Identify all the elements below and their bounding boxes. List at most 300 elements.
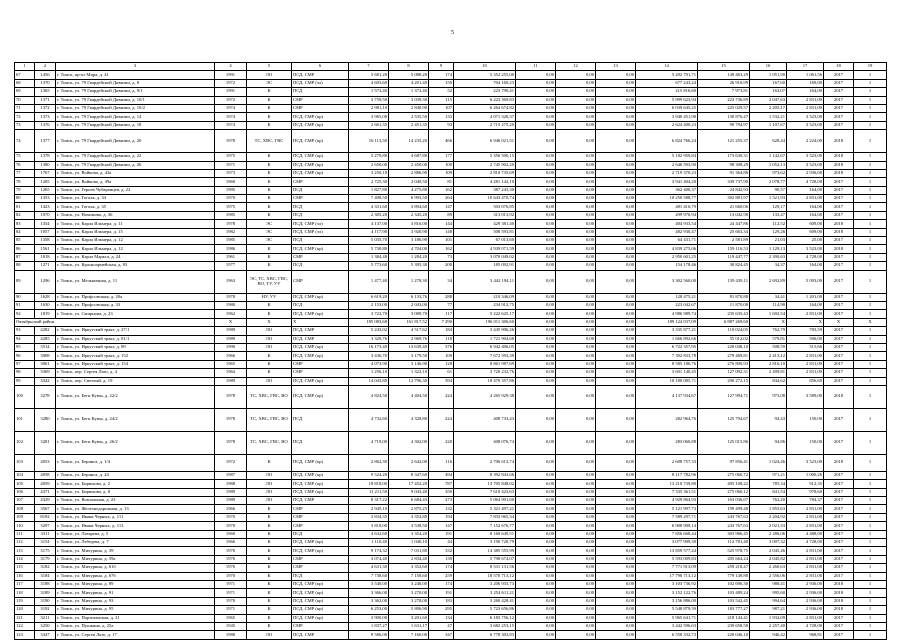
table-cell: 2017 <box>824 262 854 270</box>
table-cell: 2017 <box>824 622 854 630</box>
table-cell: К <box>247 522 292 530</box>
table-cell: 1 <box>854 310 887 318</box>
table-cell: 392 881,97 <box>698 195 750 203</box>
table-cell: 1 278,30 <box>389 270 429 293</box>
table-cell: 0,00 <box>556 96 596 104</box>
table-cell: 3 816,00 <box>389 220 429 228</box>
table-cell: 13 859 577,24 <box>636 547 698 555</box>
table-cell: 2 831,00 <box>787 522 824 530</box>
table-cell: 4 117,90 <box>349 228 389 236</box>
table-cell: 61 <box>429 369 454 377</box>
table-cell: 164,00 <box>787 301 824 309</box>
table-cell: ПСД <box>292 572 349 580</box>
table-cell: 408 733,43 <box>454 408 516 431</box>
table-cell: 112 <box>15 539 35 547</box>
table-cell: 1 692,54 <box>750 310 787 318</box>
table-cell: 2017 <box>824 513 854 521</box>
table-row <box>15 253 887 261</box>
table-cell: 0,00 <box>596 228 636 236</box>
table-cell: 1 <box>854 237 887 245</box>
table-cell: 109 <box>15 513 35 521</box>
table-cell: 1 <box>854 178 887 186</box>
table-cell: 3192 <box>35 606 56 614</box>
table-cell: 4371 <box>35 488 56 496</box>
table-cell: ПСД, СМР (кр) <box>292 310 349 318</box>
table-cell: 2017 <box>824 377 854 385</box>
table-cell: 147 <box>429 522 454 530</box>
table-cell: 0,00 <box>556 505 596 513</box>
table-cell: 0,00 <box>556 522 596 530</box>
table-cell: К <box>247 310 292 318</box>
table-cell: К <box>247 539 292 547</box>
table-cell: 2 936,00 <box>787 169 824 177</box>
table-cell: 503 076,85 <box>454 203 516 211</box>
table-cell: 508,59 <box>750 343 787 351</box>
table-cell: 2018 <box>824 245 854 253</box>
table-cell: ПСД, СМР <box>292 71 349 79</box>
table-cell: 102 696,30 <box>698 580 750 588</box>
table-cell: 0,00 <box>556 480 596 488</box>
table-cell: 6 039 645,25 <box>636 104 698 112</box>
table-cell: 77 <box>429 301 454 309</box>
table-cell: г. Томск, ул. Беги Кумы, д. 24/2 <box>56 408 215 431</box>
table-cell: 282 964,76 <box>636 408 698 431</box>
table-cell: 6 722 357,95 <box>636 343 698 351</box>
table-row <box>15 203 887 211</box>
table-cell: 10 250 588,77 <box>636 195 698 203</box>
table-cell: 275 060,72 <box>698 471 750 479</box>
table-cell: г. Томск, ул. Мичурина, д. 93 <box>56 597 215 605</box>
table-row <box>15 310 887 318</box>
table-cell: 3908 <box>35 352 56 360</box>
table-cell: 1 <box>854 211 887 219</box>
table-cell: 2 706 613,74 <box>454 454 516 471</box>
table-cell: 3 254 611,21 <box>454 589 516 597</box>
table-cell: 1378 <box>35 153 56 161</box>
table-cell: 4 839 275,06 <box>636 245 698 253</box>
table-cell: 106 <box>15 488 35 496</box>
table-cell: 21 660,06 <box>698 203 750 211</box>
table-cell: 144 <box>429 220 454 228</box>
table-cell: г. Томск, ул. Мичурина, д. 95 <box>56 606 215 614</box>
table-cell: 1 <box>854 408 887 431</box>
table-cell: ПСД, СМР (кр) <box>292 293 349 301</box>
table-cell: 8 861 987,69 <box>454 360 516 368</box>
table-cell: 0,00 <box>556 614 596 622</box>
table-cell: 9 174,32 <box>349 547 389 555</box>
table-cell: 1365 <box>35 88 56 96</box>
table-cell: 0,00 <box>596 471 636 479</box>
table-cell: 704 160,23 <box>454 79 516 87</box>
table-cell: 2017 <box>824 195 854 203</box>
table-cell: 0,00 <box>556 228 596 236</box>
table-cell: 199 499,48 <box>698 505 750 513</box>
table-cell: 259 218,47 <box>698 564 750 572</box>
table-cell: 1975 <box>215 153 247 161</box>
table-cell: 1972 <box>215 454 247 471</box>
table-cell: 24 842,93 <box>698 186 750 194</box>
table-cell: 0,00 <box>516 71 556 79</box>
table-cell: г. Томск, ул. 79 Гвардейской Дивизии, д. 14 <box>56 113 215 121</box>
table-cell: 1987 <box>215 471 247 479</box>
table-cell: 3 601 140,45 <box>636 369 698 377</box>
table-cell: 1 532,21 <box>750 113 787 121</box>
table-cell: 184 <box>429 327 454 335</box>
table-cell: 72 <box>15 113 35 121</box>
table-cell: 0,00 <box>596 377 636 385</box>
table-cell: 4 328,80 <box>389 408 429 431</box>
table-cell: 0,00 <box>596 606 636 614</box>
table-cell: 4 603,60 <box>349 79 389 87</box>
table-cell: 8 317,22 <box>349 497 389 505</box>
table-cell: 1990 <box>215 343 247 351</box>
table-cell: 4282 <box>35 327 56 335</box>
table-cell: 1970 <box>215 564 247 572</box>
table-cell: 4 986 989,74 <box>636 310 698 318</box>
table-cell: 2017 <box>824 96 854 104</box>
table-cell: 119 <box>15 597 35 605</box>
table-cell: 0,00 <box>556 262 596 270</box>
table-cell: 0,00 <box>516 220 556 228</box>
table-cell: 2 981,10 <box>349 104 389 112</box>
table-cell: 71 <box>15 104 35 112</box>
table-cell: 1205 <box>35 178 56 186</box>
table-cell: 5 730,80 <box>349 245 389 253</box>
table-cell: 2017 <box>824 335 854 343</box>
table-cell: ПСД <box>292 431 349 454</box>
table-cell: 2 831,00 <box>787 505 824 513</box>
table-cell: ПСД <box>292 88 349 96</box>
table-cell: ПСД, СМР (кр) <box>292 343 349 351</box>
table-cell: 2018 <box>824 454 854 471</box>
table-cell: 220 048,10 <box>698 343 750 351</box>
table-cell: 279 469,81 <box>698 352 750 360</box>
table-cell: 1 <box>854 480 887 488</box>
table-cell: 18 818,00 <box>349 480 389 488</box>
table-cell: 1 855,63 <box>750 505 787 513</box>
table-cell: 1 <box>854 597 887 605</box>
table-cell: 4 071 328,37 <box>454 113 516 121</box>
table-cell: 0,00 <box>556 631 596 639</box>
table-cell: ПСД, СМР (кр) <box>292 614 349 622</box>
table-cell: 5 093,00 <box>787 270 824 293</box>
table-cell: 0,00 <box>596 408 636 431</box>
table-cell: 1 <box>854 96 887 104</box>
table-cell: 5 182 959,84 <box>636 153 698 161</box>
table-cell: 104 <box>15 471 35 479</box>
table-cell: 110 024,05 <box>698 327 750 335</box>
table-cell: ПСД, СМР (кр) <box>292 352 349 360</box>
table-cell: 0,00 <box>516 597 556 605</box>
table-cell: 2 345,20 <box>389 211 429 219</box>
table-cell: 762,20 <box>750 497 787 505</box>
table-cell: 129,17 <box>750 203 787 211</box>
table-cell: 0,00 <box>556 454 596 471</box>
table-cell: 0,00 <box>556 622 596 630</box>
table-cell: 0,00 <box>516 228 556 236</box>
table-cell: 2018 <box>824 169 854 177</box>
table-cell: ПСД, СМР (эл) <box>292 228 349 236</box>
table-cell: 1353 <box>35 195 56 203</box>
table-cell: 1 <box>854 471 887 479</box>
table-cell: 0,00 <box>556 153 596 161</box>
table-cell: ЛО <box>247 327 292 335</box>
table-cell: 1296 <box>35 270 56 293</box>
table-cell: 3 442 596,63 <box>636 622 698 630</box>
table-cell: 1 384,48 <box>349 253 389 261</box>
table-cell: 0,00 <box>596 431 636 454</box>
table-cell: 0,00 <box>516 270 556 293</box>
table-cell: г. Томск, ул. 79 Гвардейской Дивизии, д. 10/2 <box>56 104 215 112</box>
table-cell: 98 <box>15 369 35 377</box>
table-cell: 0,00 <box>556 211 596 219</box>
table-cell: 1978 <box>215 130 247 153</box>
table-cell: 2 745 902,20 <box>454 161 516 169</box>
table-cell: 0,00 <box>516 237 556 245</box>
table-cell: 2 831,00 <box>787 352 824 360</box>
table-cell: 150 <box>429 79 454 87</box>
table-cell: 105 <box>15 480 35 488</box>
table-cell: г. Томск, пер. Светлый, д. 19 <box>56 377 215 385</box>
table-cell: 3567 <box>35 505 56 513</box>
table-cell: 121 <box>15 614 35 622</box>
table-cell: г. Томск, ул. Иркутский тракт, д. 81/1 <box>56 335 215 343</box>
table-cell: 0,00 <box>516 589 556 597</box>
table-cell: 91 364,86 <box>698 169 750 177</box>
table-cell: 968,81 <box>787 631 824 639</box>
table-cell: 1 372,40 <box>389 88 429 96</box>
table-row <box>15 606 887 614</box>
table-cell: 1 <box>854 580 887 588</box>
table-cell: 0,00 <box>556 530 596 538</box>
table-cell: 0,00 <box>556 385 596 408</box>
table-cell: 100 <box>429 161 454 169</box>
table-cell: 0,00 <box>516 161 556 169</box>
table-cell: г. Томск, ул. Сергея Лазо, д. 17 <box>56 631 215 639</box>
table-cell: 0,00 <box>516 153 556 161</box>
table-cell: НУ, УУ <box>247 293 292 301</box>
table-cell: 3 523,00 <box>787 245 824 253</box>
table-cell: 3 329,76 <box>349 335 389 343</box>
table-cell: 1 631,17 <box>389 622 429 630</box>
table-cell: 3 523,00 <box>787 454 824 471</box>
table-cell: 139 <box>429 555 454 563</box>
table-cell: 8 347,60 <box>389 471 429 479</box>
table-cell: 481 416,79 <box>636 203 698 211</box>
table-cell: 275 060,12 <box>698 488 750 496</box>
table-row <box>15 488 887 496</box>
table-cell: 2 719 370,23 <box>636 169 698 177</box>
table-cell: 2018 <box>824 597 854 605</box>
table-cell: 97 856,41 <box>698 454 750 471</box>
table-cell: 1057 <box>35 228 56 236</box>
table-cell: 0,00 <box>596 186 636 194</box>
table-cell: 3188 <box>35 580 56 588</box>
table-cell: 3 722,70 <box>349 310 389 318</box>
table-cell: г. Томск, ул. Профсоюзная, д. 33 <box>56 301 215 309</box>
table-cell: 122 <box>15 622 35 630</box>
table-cell: г. Томск, ул. Войкова, д. 49а <box>56 178 215 186</box>
table-cell: 0,00 <box>556 195 596 203</box>
table-cell: ПСД <box>292 237 349 245</box>
table-cell: 210 346,09 <box>454 293 516 301</box>
table-cell: 94 <box>15 335 35 343</box>
table-cell: 3 201,60 <box>389 614 429 622</box>
table-cell: 2 450,00 <box>389 161 429 169</box>
table-cell: ПСД, СМР (кр) <box>292 385 349 408</box>
table-cell: 3 089,70 <box>389 310 429 318</box>
table-cell: 1970 <box>215 547 247 555</box>
table-row <box>15 471 887 479</box>
table-cell: 0,00 <box>596 497 636 505</box>
table-cell: 0,00 <box>596 130 636 153</box>
table-cell: 303 986,45 <box>698 530 750 538</box>
table-cell: 0,00 <box>516 113 556 121</box>
table-cell: 1 <box>854 71 887 79</box>
table-cell: 1978 <box>215 220 247 228</box>
table-cell: 971,21 <box>750 471 787 479</box>
table-cell: 0,00 <box>516 169 556 177</box>
table-cell: 313 013,92 <box>454 211 516 219</box>
table-cell: 96 <box>15 352 35 360</box>
table-cell: 0,00 <box>556 360 596 368</box>
table-cell: 6 183 756,12 <box>454 614 516 622</box>
table-cell: ЛО <box>247 497 292 505</box>
table-cell: г. Томск, ул. 79 Гвардейской Дивизии, д. 18 <box>56 121 215 129</box>
table-cell: 0,00 <box>516 262 556 270</box>
table-cell: СМР <box>292 195 349 203</box>
table-cell: 1989 <box>215 488 247 496</box>
table-cell: 0,00 <box>596 597 636 605</box>
table-cell: 0,00 <box>516 564 556 572</box>
table-cell: 1354 <box>35 220 56 228</box>
table-cell: 103 542,45 <box>698 597 750 605</box>
table-cell: 123 <box>15 631 35 639</box>
table-cell: 0,00 <box>596 169 636 177</box>
table-cell: 2018 <box>824 580 854 588</box>
table-cell: 98 308,29 <box>698 161 750 169</box>
table-row <box>15 480 887 488</box>
table-cell: 1 <box>854 631 887 639</box>
table-cell: 3 074,40 <box>349 555 389 563</box>
table-cell: 103 489,24 <box>698 589 750 597</box>
table-cell: К <box>247 555 292 563</box>
table-cell: ПСД, СМР (кр) <box>292 121 349 129</box>
table-cell: ПСД, СМР (кр) <box>292 377 349 385</box>
table-cell: 3 007,32 <box>750 539 787 547</box>
table-cell: 225 029,57 <box>698 104 750 112</box>
table-cell: 0,00 <box>516 614 556 622</box>
table-cell: 1 477,40 <box>349 270 389 293</box>
table-cell: 0,00 <box>516 547 556 555</box>
table-cell: 1964 <box>215 369 247 377</box>
table-cell: ПСД, СМР (кр) <box>292 480 349 488</box>
table-cell: ЭС <box>247 220 292 228</box>
table-cell: 0,00 <box>596 454 636 471</box>
table-cell: 5 222 625,17 <box>454 310 516 318</box>
table-cell: 1970 <box>215 597 247 605</box>
table-cell: 404 933,54 <box>636 220 698 228</box>
table-cell: 3 260 428,41 <box>454 597 516 605</box>
table-cell: 113 <box>15 547 35 555</box>
table-cell: 0,00 <box>556 113 596 121</box>
table-cell: 495 108,22 <box>698 480 750 488</box>
table-cell: 2017 <box>824 79 854 87</box>
table-row <box>15 327 887 335</box>
column-number: 17 <box>787 63 824 71</box>
table-cell: г. Томск, ул. Мичурина, д. 61б <box>56 564 215 572</box>
table-cell: г. Томск, ул. Мичурина, д. 39 <box>56 547 215 555</box>
table-cell: 0,00 <box>516 471 556 479</box>
table-cell: 196 011 306,60 <box>454 318 516 326</box>
table-cell: 6 778 303,83 <box>454 631 516 639</box>
table-cell: 3 077 999,39 <box>636 539 698 547</box>
table-cell: 185 092,91 <box>454 262 516 270</box>
table-cell: 2017 <box>824 488 854 496</box>
table-cell: 223 736,89 <box>698 96 750 104</box>
table-cell: 3 335 877,21 <box>636 327 698 335</box>
table-cell: 5 352 255,00 <box>454 71 516 79</box>
table-cell: г. Томск, ул. 79 Гвардейской Дивизии, д. 8 <box>56 79 215 87</box>
table-cell: 2017 <box>824 539 854 547</box>
table-cell: 3 589,00 <box>787 385 824 408</box>
table-cell: 4 728,00 <box>787 622 824 630</box>
table-cell: 14 235,20 <box>389 130 429 153</box>
table-cell: 609,00 <box>787 228 824 236</box>
table-row <box>15 572 887 580</box>
table-cell: 0,00 <box>596 547 636 555</box>
table-cell: 2 257,40 <box>750 622 787 630</box>
table-cell: 0,00 <box>556 253 596 261</box>
table-cell: 2 831,00 <box>787 310 824 318</box>
table-row <box>15 622 887 630</box>
column-number: 13 <box>596 63 636 71</box>
table-cell: 8 531 131,56 <box>454 564 516 572</box>
table-cell: ПСД, СМР (кр) <box>292 488 349 496</box>
table-cell: 14 043,80 <box>349 377 389 385</box>
table-cell: 1960 <box>215 530 247 538</box>
table-cell: 224 <box>429 408 454 431</box>
table-cell: 1373 <box>35 113 56 121</box>
table-cell: 0,00 <box>556 539 596 547</box>
table-cell: ЛО <box>247 480 292 488</box>
table-cell: г. Томск, ул. Карла Ильмера, д. 12 <box>56 237 215 245</box>
table-cell: СМР <box>292 513 349 521</box>
table-cell: 0,00 <box>596 211 636 219</box>
table-cell: 3 146,90 <box>389 360 429 368</box>
table-cell: 4 265 929,38 <box>454 385 516 408</box>
table-cell: 1 <box>854 513 887 521</box>
table-cell: 4 404,50 <box>389 385 429 408</box>
table-cell: ПСД, СМР <box>292 497 349 505</box>
table-cell: 4058 <box>35 471 56 479</box>
table-cell: 0,00 <box>596 88 636 96</box>
table-cell: 116 <box>15 572 35 580</box>
table-cell: ПСД <box>292 211 349 219</box>
table-cell: 0,00 <box>556 369 596 377</box>
table-cell: 3 152 122,76 <box>636 589 698 597</box>
table-cell: г. Томск, ул. Иркутский тракт, д. 27/1 <box>56 327 215 335</box>
table-cell: 276 800,93 <box>698 360 750 368</box>
table-cell: 482 930,47 <box>636 228 698 236</box>
table-cell: 89 <box>15 270 35 293</box>
table-cell: 273 <box>429 497 454 505</box>
table-cell: 2 608 757,33 <box>636 454 698 471</box>
table-cell: 973,08 <box>750 385 787 408</box>
table-cell: 107 <box>15 497 35 505</box>
table-cell: 2 260,63 <box>750 564 787 572</box>
table-cell: ПСД, СМР (кр) <box>292 113 349 121</box>
